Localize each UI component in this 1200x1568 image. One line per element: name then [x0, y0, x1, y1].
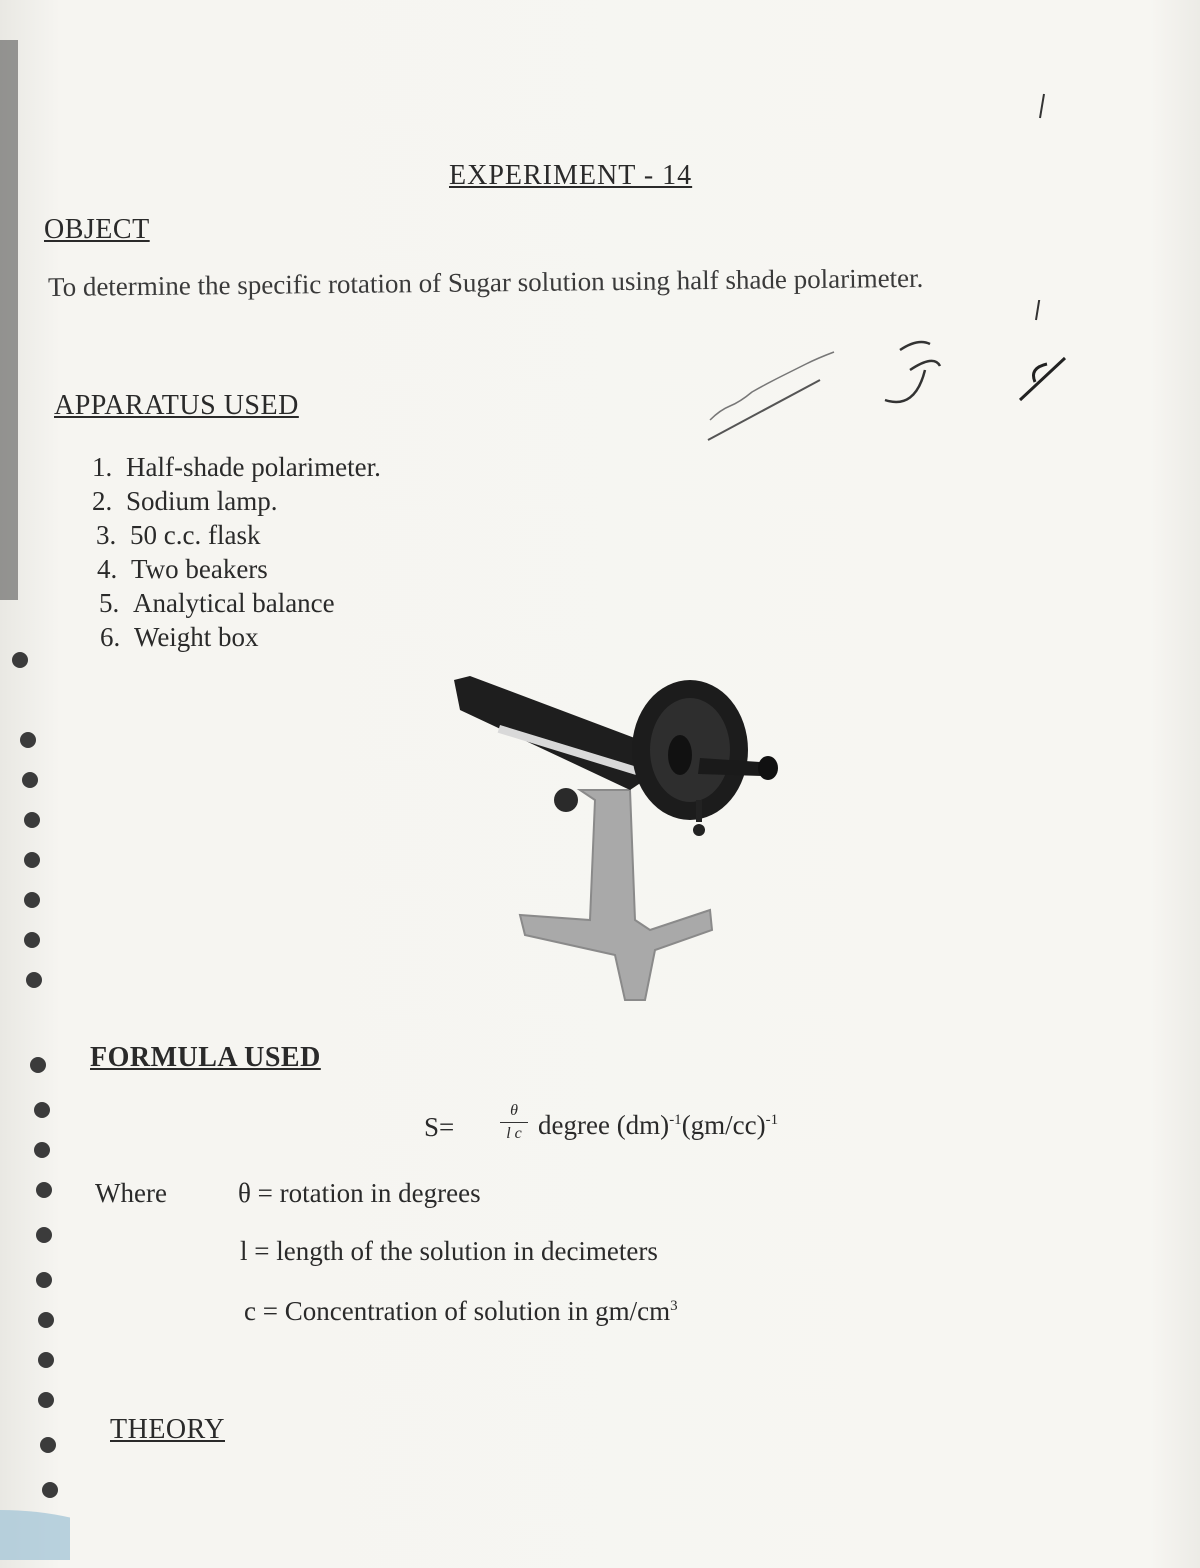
formula-heading: FORMULA USED — [90, 1042, 321, 1073]
corner-mark — [1030, 90, 1060, 130]
list-item: 1. Half-shade polarimeter. — [92, 452, 381, 482]
theory-heading: THEORY — [110, 1414, 225, 1445]
list-item: 6. Weight box — [100, 622, 259, 652]
list-item: 5. Analytical balance — [99, 588, 335, 618]
formula-numerator: θ — [510, 1102, 518, 1119]
object-text: To determine the specific rotation of Sugar solution using half shade polarimeter. — [47, 262, 924, 302]
handwritten-annotation — [700, 300, 1080, 460]
apparatus-heading: APPARATUS USED — [54, 390, 299, 421]
object-heading: OBJECT — [44, 214, 150, 245]
list-item: 2. Sodium lamp. — [92, 486, 278, 516]
definition-theta: θ = rotation in degrees — [238, 1178, 481, 1208]
experiment-title: EXPERIMENT - 14 — [449, 160, 693, 191]
list-item: 3. 50 c.c. flask — [96, 520, 261, 550]
formula-units: degree $(dm)^{-1}(gm/cc)^{-1}$ — [538, 1110, 779, 1140]
definition-c: c = Concentration of solution in $gm/cm^3$ — [244, 1296, 678, 1326]
spiral-binding — [0, 40, 70, 1560]
polarimeter-illustration — [440, 670, 800, 1020]
formula-lhs: S= — [424, 1112, 455, 1142]
definition-l: l = length of the solution in decimeters — [240, 1236, 658, 1266]
apparatus-list — [92, 450, 381, 654]
where-label: Where — [95, 1178, 167, 1208]
specific-rotation-formula — [424, 1100, 844, 1160]
formula-fraction — [494, 1100, 534, 1145]
formula-denominator: l c — [506, 1125, 522, 1142]
list-item: 4. Two beakers — [97, 554, 268, 584]
